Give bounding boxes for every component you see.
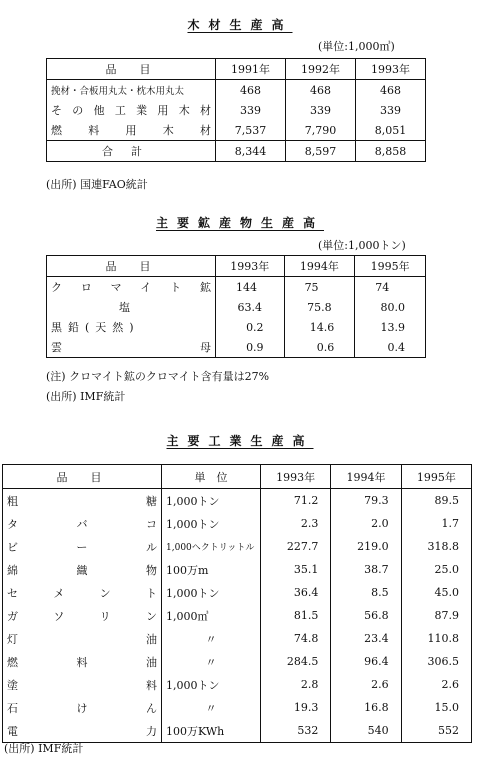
header-year: 1994年 bbox=[284, 256, 355, 277]
minerals-table bbox=[46, 255, 426, 358]
row-label: 燃料油 bbox=[3, 650, 162, 673]
row-label: 雲母 bbox=[47, 337, 216, 358]
table-row bbox=[47, 100, 426, 120]
header-year: 1993年 bbox=[261, 465, 331, 489]
table-row bbox=[47, 297, 426, 317]
header-item: 品 目 bbox=[47, 256, 216, 277]
cell-value: 96.4 bbox=[331, 650, 401, 673]
row-unit: 1,000㎥ bbox=[162, 604, 261, 627]
header-item: 品 目 bbox=[3, 465, 162, 489]
row-unit: 1,000ヘクトリットル bbox=[162, 535, 261, 558]
table-row bbox=[47, 317, 426, 337]
row-label: ガソリン bbox=[3, 604, 162, 627]
cell-value: 2.6 bbox=[401, 673, 471, 696]
row-label: ビール bbox=[3, 535, 162, 558]
cell-value: 35.1 bbox=[261, 558, 331, 581]
cell-value: 81.5 bbox=[261, 604, 331, 627]
row-label: タバコ bbox=[3, 512, 162, 535]
table-header-row bbox=[47, 256, 426, 277]
table-row bbox=[3, 581, 472, 604]
cell-value: 110.8 bbox=[401, 627, 471, 650]
row-unit: 〃 bbox=[162, 650, 261, 673]
header-year: 1993年 bbox=[216, 256, 285, 277]
row-unit: 100万KWh bbox=[162, 719, 261, 743]
cell-value: 25.0 bbox=[401, 558, 471, 581]
row-unit: 1,000トン bbox=[162, 673, 261, 696]
table-total-row bbox=[47, 141, 426, 162]
cell-value: 339 bbox=[356, 100, 426, 120]
header-year: 1995年 bbox=[355, 256, 426, 277]
table-row bbox=[3, 719, 472, 743]
header-year: 1991年 bbox=[216, 59, 286, 80]
minerals-source: (出所) IMF統計 bbox=[46, 390, 126, 403]
cell-value: 36.4 bbox=[261, 581, 331, 604]
table-row bbox=[3, 489, 472, 513]
cell-value: 2.6 bbox=[331, 673, 401, 696]
minerals-note: (注) クロマイト鉱のクロマイト含有量は27% bbox=[46, 370, 270, 383]
cell-value: 339 bbox=[216, 100, 286, 120]
cell-value: 38.7 bbox=[331, 558, 401, 581]
cell-value: 227.7 bbox=[261, 535, 331, 558]
cell-value: 80.0 bbox=[355, 297, 426, 317]
cell-value: 15.0 bbox=[401, 696, 471, 719]
cell-value: 16.8 bbox=[331, 696, 401, 719]
row-label: 綿織物 bbox=[3, 558, 162, 581]
cell-value: 19.3 bbox=[261, 696, 331, 719]
cell-value: 89.5 bbox=[401, 489, 471, 513]
cell-value: 0.9 bbox=[216, 337, 285, 358]
table-row bbox=[3, 627, 472, 650]
cell-value: 63.4 bbox=[216, 297, 285, 317]
cell-value: 284.5 bbox=[261, 650, 331, 673]
row-label: 石けん bbox=[3, 696, 162, 719]
cell-value: 2.3 bbox=[261, 512, 331, 535]
cell-value: 14.6 bbox=[284, 317, 355, 337]
cell-value: 8,051 bbox=[356, 120, 426, 141]
cell-value: 56.8 bbox=[331, 604, 401, 627]
table-row bbox=[3, 535, 472, 558]
cell-value: 45.0 bbox=[401, 581, 471, 604]
total-label: 合計 bbox=[47, 141, 216, 162]
header-year: 1993年 bbox=[356, 59, 426, 80]
cell-value: 87.9 bbox=[401, 604, 471, 627]
table-row bbox=[3, 696, 472, 719]
header-unit: 単 位 bbox=[162, 465, 261, 489]
industry-source: (出所) IMF統計 bbox=[4, 742, 84, 755]
header-year: 1992年 bbox=[286, 59, 356, 80]
row-unit: 〃 bbox=[162, 696, 261, 719]
cell-value: 144 bbox=[216, 277, 285, 298]
cell-value: 532 bbox=[261, 719, 331, 743]
table-header-row bbox=[3, 465, 472, 489]
wood-title: 木材生産高 bbox=[187, 18, 293, 32]
cell-value: 13.9 bbox=[355, 317, 426, 337]
row-unit: 100万m bbox=[162, 558, 261, 581]
wood-table bbox=[46, 58, 426, 162]
row-label: 燃料用木材 bbox=[47, 120, 216, 141]
table-header-row bbox=[47, 59, 426, 80]
row-label: セメント bbox=[3, 581, 162, 604]
cell-value: 1.7 bbox=[401, 512, 471, 535]
cell-value: 219.0 bbox=[331, 535, 401, 558]
table-row bbox=[47, 80, 426, 101]
cell-value: 71.2 bbox=[261, 489, 331, 513]
row-label: 灯油 bbox=[3, 627, 162, 650]
cell-value: 8.5 bbox=[331, 581, 401, 604]
row-unit: 1,000トン bbox=[162, 512, 261, 535]
cell-value: 0.6 bbox=[284, 337, 355, 358]
cell-value: 318.8 bbox=[401, 535, 471, 558]
wood-source: (出所) 国連FAO統計 bbox=[46, 178, 148, 191]
row-label: 黒鉛(天然) bbox=[47, 317, 216, 337]
row-unit: 1,000トン bbox=[162, 581, 261, 604]
total-value: 8,858 bbox=[356, 141, 426, 162]
table-row bbox=[47, 277, 426, 298]
table-row bbox=[47, 337, 426, 358]
table-row bbox=[47, 120, 426, 141]
industry-title: 主要工業生産高 bbox=[166, 434, 314, 448]
cell-value: 23.4 bbox=[331, 627, 401, 650]
wood-unit: (単位:1,000㎥) bbox=[318, 40, 395, 53]
row-label: 電力 bbox=[3, 719, 162, 743]
cell-value: 74 bbox=[355, 277, 426, 298]
minerals-unit: (単位:1,000トン) bbox=[318, 239, 406, 252]
row-unit: 〃 bbox=[162, 627, 261, 650]
industry-table bbox=[2, 464, 472, 743]
cell-value: 468 bbox=[216, 80, 286, 101]
row-label: その他工業用木材 bbox=[47, 100, 216, 120]
cell-value: 75.8 bbox=[284, 297, 355, 317]
cell-value: 0.2 bbox=[216, 317, 285, 337]
header-item: 品 目 bbox=[47, 59, 216, 80]
cell-value: 552 bbox=[401, 719, 471, 743]
row-label: クロマイト鉱 bbox=[47, 277, 216, 298]
cell-value: 75 bbox=[284, 277, 355, 298]
cell-value: 306.5 bbox=[401, 650, 471, 673]
row-label: 挽材・合板用丸太・枕木用丸太 bbox=[47, 80, 216, 101]
header-year: 1994年 bbox=[331, 465, 401, 489]
row-label: 粗糖 bbox=[3, 489, 162, 513]
cell-value: 7,537 bbox=[216, 120, 286, 141]
cell-value: 468 bbox=[356, 80, 426, 101]
row-unit: 1,000トン bbox=[162, 489, 261, 513]
table-row bbox=[3, 558, 472, 581]
minerals-title: 主要鉱産物生産高 bbox=[155, 216, 324, 230]
cell-value: 7,790 bbox=[286, 120, 356, 141]
cell-value: 2.0 bbox=[331, 512, 401, 535]
cell-value: 339 bbox=[286, 100, 356, 120]
header-year: 1995年 bbox=[401, 465, 471, 489]
cell-value: 74.8 bbox=[261, 627, 331, 650]
cell-value: 468 bbox=[286, 80, 356, 101]
table-row bbox=[3, 673, 472, 696]
total-value: 8,597 bbox=[286, 141, 356, 162]
row-label: 塩 bbox=[47, 297, 216, 317]
cell-value: 79.3 bbox=[331, 489, 401, 513]
row-label: 塗料 bbox=[3, 673, 162, 696]
cell-value: 2.8 bbox=[261, 673, 331, 696]
cell-value: 540 bbox=[331, 719, 401, 743]
table-row bbox=[3, 604, 472, 627]
cell-value: 0.4 bbox=[355, 337, 426, 358]
table-row bbox=[3, 512, 472, 535]
total-value: 8,344 bbox=[216, 141, 286, 162]
table-row bbox=[3, 650, 472, 673]
